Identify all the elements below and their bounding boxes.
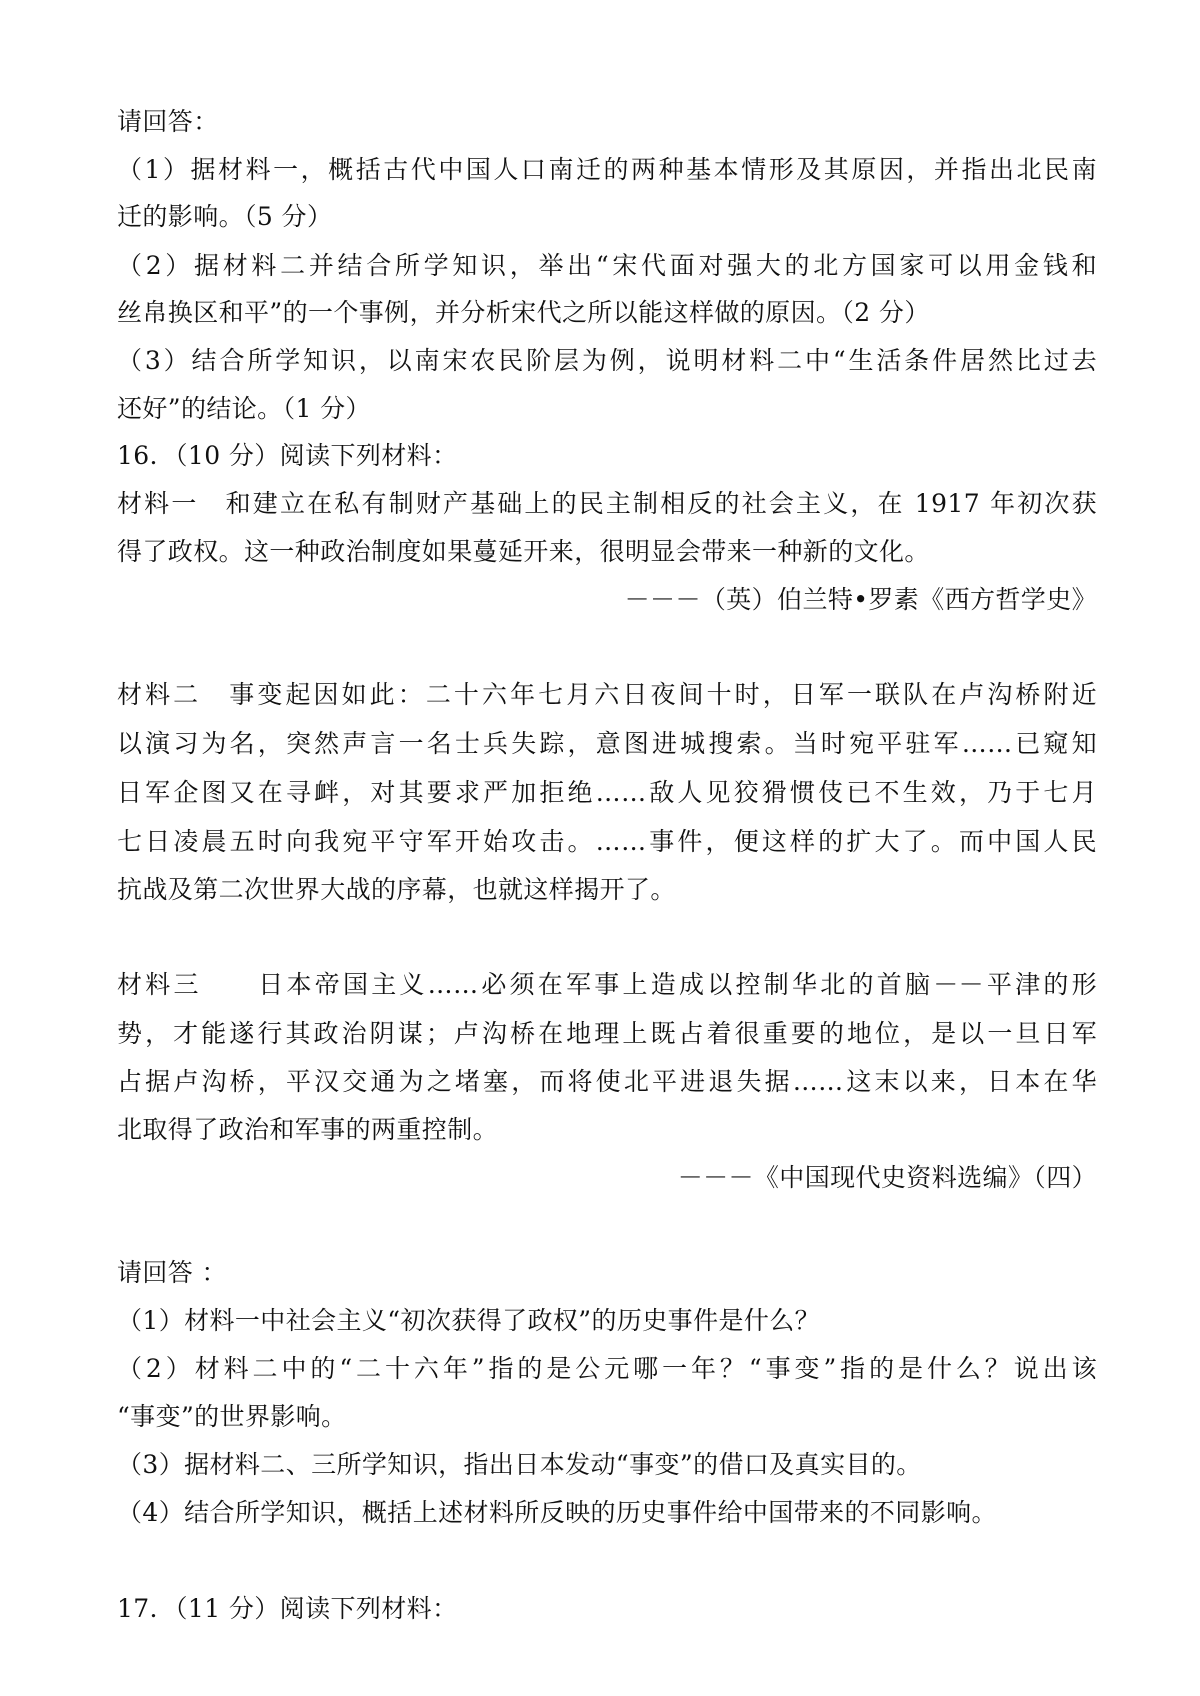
q15-question-2-line-2: 丝帛换区和平”的一个事例，并分析宋代之所以能这样做的原因。（2 分）	[117, 298, 930, 327]
q16-question-2-line-1: （2）材料二中的“二十六年”指的是公元哪一年？“事变”指的是什么？说出该	[117, 1354, 1097, 1383]
q16-material2-line-3: 日军企图又在寻衅，对其要求严加拒绝……敌人见狡猾惯伎已不生效，乃于七月	[117, 778, 1097, 807]
q16-answer-prompt: 请回答 ：	[117, 1258, 227, 1287]
q16-material3-line-3: 占据卢沟桥，平汉交通为之堵塞，而将使北平进退失据……这末以来，日本在华	[117, 1067, 1097, 1096]
q17-heading: 17．（11 分）阅读下列材料：	[117, 1594, 458, 1623]
q16-material3-source: －－－《中国现代史资料选编》（四）	[677, 1163, 1097, 1192]
q15-answer-prompt: 请回答：	[117, 107, 219, 136]
q16-material1-line-2: 得了政权。这一种政治制度如果蔓延开来，很明显会带来一种新的文化。	[117, 537, 930, 566]
q16-material2-line-1: 材料二 事变起因如此：二十六年七月六日夜间十时，日军一联队在卢沟桥附近	[117, 680, 1097, 709]
q16-question-3: （3）据材料二、三所学知识，指出日本发动“事变”的借口及真实目的。	[117, 1450, 922, 1479]
q16-material2-line-4: 七日凌晨五时向我宛平守军开始攻击。……事件，便这样的扩大了。而中国人民	[117, 827, 1097, 856]
q15-question-1-line-1: （1）据材料一，概括古代中国人口南迁的两种基本情形及其原因，并指出北民南	[117, 155, 1097, 184]
q16-question-4: （4）结合所学知识，概括上述材料所反映的历史事件给中国带来的不同影响。	[117, 1498, 997, 1527]
q16-question-1: （1）材料一中社会主义“初次获得了政权”的历史事件是什么？	[117, 1306, 821, 1335]
q16-material1-source: －－－（英）伯兰特•罗素《西方哲学史》	[624, 585, 1097, 614]
q15-question-2-line-1: （2）据材料二并结合所学知识，举出“宋代面对强大的北方国家可以用金钱和	[117, 251, 1097, 280]
q16-material1-line-1: 材料一 和建立在私有制财产基础上的民主制相反的社会主义，在 1917 年初次获	[117, 489, 1097, 518]
q16-material3-line-1: 材料三 日本帝国主义……必须在军事上造成以控制华北的首脑－－平津的形	[117, 970, 1097, 999]
q15-question-3-line-2: 还好”的结论。（1 分）	[117, 394, 371, 423]
q16-material3-line-4: 北取得了政治和军事的两重控制。	[117, 1115, 499, 1144]
q16-material2-line-2: 以演习为名，突然声言一名士兵失踪，意图进城搜索。当时宛平驻军……已窥知	[117, 729, 1097, 758]
q16-question-2-line-2: “事变”的世界影响。	[117, 1402, 347, 1431]
q15-question-3-line-1: （3）结合所学知识，以南宋农民阶层为例，说明材料二中“生活条件居然比过去	[117, 346, 1097, 375]
q16-material2-line-5: 抗战及第二次世界大战的序幕，也就这样揭开了。	[117, 875, 676, 904]
q15-question-1-line-2: 迁的影响。（5 分）	[117, 202, 333, 231]
q16-heading: 16．（10 分）阅读下列材料：	[117, 441, 458, 470]
q16-material3-line-2: 势，才能遂行其政治阴谋；卢沟桥在地理上既占着很重要的地位，是以一旦日军	[117, 1019, 1097, 1048]
